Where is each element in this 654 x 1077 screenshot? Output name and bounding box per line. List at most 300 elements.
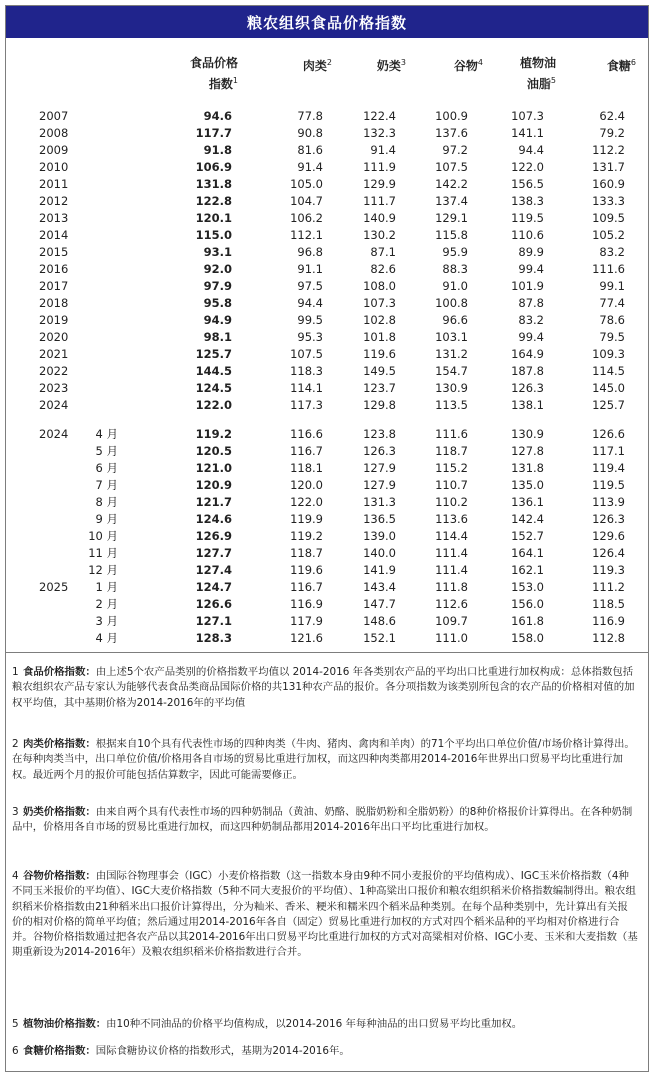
table-cell: 139.0 — [363, 529, 396, 543]
header-line: 油脂$^5$ — [526, 76, 556, 91]
table-cell: 112.2 — [592, 143, 625, 157]
table-cell: 98.1 — [203, 330, 232, 344]
table-cell: 143.4 — [363, 580, 396, 594]
table-cell: 156.5 — [511, 177, 544, 191]
table-title: 粮农组织食品价格指数 — [6, 6, 648, 38]
table-cell: 141.9 — [363, 563, 396, 577]
table-cell: 117.7 — [195, 126, 232, 140]
table-row — [6, 477, 648, 494]
table-cell: 109.7 — [435, 614, 468, 628]
table-cell: 129.9 — [363, 177, 396, 191]
header-footnote-mark: 4 — [477, 58, 483, 67]
table-cell: 121.6 — [290, 631, 323, 645]
footnote-2 — [12, 737, 638, 783]
table-row — [6, 460, 648, 477]
table-row — [6, 159, 648, 176]
table-cell: 110.6 — [511, 228, 544, 242]
table-cell: 131.7 — [592, 160, 625, 174]
table-cell: 118.7 — [290, 546, 323, 560]
table-cell: 88.3 — [442, 262, 468, 276]
table-cell: 96.6 — [442, 313, 468, 327]
footnote-number: 3 — [12, 806, 19, 818]
table-cell: 127.7 — [195, 546, 232, 560]
row-year: 2011 — [39, 177, 69, 191]
header-vegetable-oils — [520, 54, 556, 93]
table-cell: 135.0 — [511, 478, 544, 492]
row-year: 2013 — [39, 211, 69, 225]
table-cell: 62.4 — [599, 109, 625, 123]
row-month: 10 月 — [88, 529, 118, 543]
table-cell: 118.3 — [290, 364, 323, 378]
table-row — [6, 528, 648, 545]
table-row — [6, 511, 648, 528]
table-cell: 94.6 — [203, 109, 232, 123]
table-cell: 137.6 — [435, 126, 468, 140]
table-cell: 91.4 — [370, 143, 396, 157]
table-cell: 149.5 — [363, 364, 396, 378]
row-year: 2021 — [39, 347, 69, 361]
row-year: 2022 — [39, 364, 69, 378]
row-month: 6 月 — [95, 461, 118, 475]
table-row — [6, 545, 648, 562]
footnote-6 — [12, 1044, 638, 1059]
footnotes — [6, 652, 648, 1071]
table-cell: 154.7 — [435, 364, 468, 378]
header-footnote-mark: 6 — [630, 58, 636, 67]
table-cell: 83.2 — [599, 245, 625, 259]
table-cell: 111.4 — [435, 563, 468, 577]
table-cell: 83.2 — [518, 313, 544, 327]
table-cell: 125.7 — [592, 398, 625, 412]
footnote-label: 奶类价格指数： — [23, 806, 96, 818]
table-cell: 126.3 — [592, 512, 625, 526]
row-year: 2023 — [39, 381, 69, 395]
row-year: 2024 — [39, 398, 69, 412]
table-cell: 111.6 — [592, 262, 625, 276]
table-cell: 119.6 — [290, 563, 323, 577]
table-cell: 131.8 — [195, 177, 232, 191]
footnote-5 — [12, 1017, 638, 1032]
table-cell: 115.2 — [435, 461, 468, 475]
footnote-label: 食糖价格指数： — [23, 1045, 96, 1057]
table-cell: 118.1 — [290, 461, 323, 475]
table-row — [6, 397, 648, 414]
table-cell: 87.8 — [518, 296, 544, 310]
table-cell: 95.9 — [442, 245, 468, 259]
table-row — [6, 426, 648, 443]
table-row — [6, 363, 648, 380]
table-cell: 87.1 — [370, 245, 396, 259]
table-cell: 156.0 — [511, 597, 544, 611]
header-line: 食糖$^6$ — [606, 58, 636, 73]
table-cell: 141.1 — [511, 126, 544, 140]
table-cell: 121.0 — [195, 461, 232, 475]
row-year: 2025 — [39, 580, 69, 594]
row-year: 2018 — [39, 296, 69, 310]
table-cell: 116.7 — [290, 580, 323, 594]
table-cell: 90.8 — [297, 126, 323, 140]
footnote-label: 食品价格指数： — [23, 666, 96, 678]
table-cell: 78.6 — [599, 313, 625, 327]
table-cell: 123.8 — [363, 427, 396, 441]
table-cell: 127.9 — [363, 461, 396, 475]
table-cell: 127.4 — [195, 563, 232, 577]
footnote-text: 由上述5个农产品类别的价格指数平均值以 2014-2016 年各类别农产品的平均出口比重进行加权构成：总体指数包括粮农组织农产品专家认为能够代表食品类商品国际价格的共131种农产品的报价。各分项指数为该类别所包含的农产品的价格相对值的加权平均值，其中基期价格为2014-2016年的平均值 — [12, 666, 635, 709]
table-cell: 118.7 — [435, 444, 468, 458]
header-dairy — [377, 54, 406, 75]
table-cell: 101.9 — [511, 279, 544, 293]
table-cell: 187.8 — [511, 364, 544, 378]
table-cell: 82.6 — [370, 262, 396, 276]
table-cell: 99.4 — [518, 330, 544, 344]
footnote-number: 2 — [12, 738, 19, 750]
header-line: 肉类$^2$ — [302, 58, 332, 73]
table-cell: 128.3 — [195, 631, 232, 645]
footnote-number: 1 — [12, 666, 19, 678]
table-cell: 111.7 — [363, 194, 396, 208]
row-month: 11 月 — [88, 546, 118, 560]
table-cell: 97.9 — [203, 279, 232, 293]
table-cell: 129.6 — [592, 529, 625, 543]
table-cell: 105.0 — [290, 177, 323, 191]
footnote-3 — [12, 805, 638, 836]
table-cell: 77.8 — [297, 109, 323, 123]
header-footnote-mark: 5 — [550, 76, 556, 85]
table-cell: 138.1 — [511, 398, 544, 412]
table-cell: 119.4 — [592, 461, 625, 475]
table-cell: 111.6 — [435, 427, 468, 441]
table-cell: 145.0 — [592, 381, 625, 395]
table-cell: 117.3 — [290, 398, 323, 412]
table-cell: 100.9 — [435, 109, 468, 123]
table-cell: 140.0 — [363, 546, 396, 560]
table-cell: 119.3 — [592, 563, 625, 577]
header-footnote-mark: 1 — [232, 76, 238, 85]
footnote-number: 6 — [12, 1045, 19, 1057]
table-cell: 109.5 — [592, 211, 625, 225]
header-line: 奶类$^3$ — [376, 58, 406, 73]
table-cell: 129.1 — [435, 211, 468, 225]
table-cell: 112.6 — [435, 597, 468, 611]
table-cell: 122.0 — [195, 398, 232, 412]
table-cell: 116.7 — [290, 444, 323, 458]
table-row — [6, 210, 648, 227]
table-row — [6, 295, 648, 312]
table-cell: 126.9 — [195, 529, 232, 543]
table-cell: 132.3 — [363, 126, 396, 140]
table-cell: 99.1 — [599, 279, 625, 293]
table-cell: 119.2 — [195, 427, 232, 441]
table-cell: 124.6 — [195, 512, 232, 526]
header-sugar — [607, 54, 636, 75]
table-cell: 106.9 — [195, 160, 232, 174]
table-cell: 95.8 — [203, 296, 232, 310]
footnote-text: 由10种不同油品的价格平均值构成，以2014-2016 年每种油品的出口贸易平均比重加权。 — [106, 1018, 523, 1030]
table-cell: 122.0 — [511, 160, 544, 174]
header-food-price-index — [190, 54, 238, 93]
table-cell: 117.1 — [592, 444, 625, 458]
row-month: 5 月 — [95, 444, 118, 458]
table-cell: 120.0 — [290, 478, 323, 492]
table-row — [6, 630, 648, 647]
table-cell: 101.8 — [363, 330, 396, 344]
footnote-label: 谷物价格指数： — [23, 870, 96, 882]
table-row — [6, 346, 648, 363]
table-cell: 161.8 — [511, 614, 544, 628]
header-line: 食品价格 — [189, 56, 238, 70]
table-cell: 105.2 — [592, 228, 625, 242]
table-cell: 79.5 — [599, 330, 625, 344]
table-cell: 140.9 — [363, 211, 396, 225]
table-cell: 127.8 — [511, 444, 544, 458]
table-cell: 148.6 — [363, 614, 396, 628]
table-cell: 136.1 — [511, 495, 544, 509]
table-row — [6, 494, 648, 511]
row-month: 7 月 — [95, 478, 118, 492]
column-headers — [6, 38, 648, 108]
footnote-text: 由来自两个具有代表性市场的四种奶制品（黄油、奶酪、脱脂奶粉和全脂奶粉）的8种价格报价计算得出。在各种奶制品中，价格用各自市场的贸易比重进行加权，而这四种奶制品都用2014-2016年出口平均比重进行加权。 — [12, 806, 633, 834]
header-line: 谷物$^4$ — [453, 58, 483, 73]
table-row — [6, 278, 648, 295]
row-year: 2012 — [39, 194, 69, 208]
table-cell: 115.8 — [435, 228, 468, 242]
table-cell: 122.4 — [363, 109, 396, 123]
header-footnote-mark: 2 — [326, 58, 332, 67]
table-cell: 79.2 — [599, 126, 625, 140]
table-cell: 91.4 — [297, 160, 323, 174]
table-cell: 126.6 — [592, 427, 625, 441]
footnote-4 — [12, 869, 638, 961]
header-meat — [303, 54, 332, 75]
table-cell: 124.7 — [195, 580, 232, 594]
table-cell: 120.9 — [195, 478, 232, 492]
table-cell: 152.7 — [511, 529, 544, 543]
table-cell: 120.5 — [195, 444, 232, 458]
row-year: 2010 — [39, 160, 69, 174]
table-cell: 107.5 — [435, 160, 468, 174]
table-cell: 125.7 — [195, 347, 232, 361]
table-row — [6, 312, 648, 329]
row-month: 8 月 — [95, 495, 118, 509]
table-cell: 108.0 — [363, 279, 396, 293]
header-cereals — [454, 54, 483, 75]
table-row — [6, 329, 648, 346]
table-row — [6, 193, 648, 210]
table-cell: 102.8 — [363, 313, 396, 327]
table-cell: 113.9 — [592, 495, 625, 509]
monthly-rows — [6, 426, 648, 647]
table-cell: 104.7 — [290, 194, 323, 208]
table-cell: 100.8 — [435, 296, 468, 310]
table-cell: 115.0 — [195, 228, 232, 242]
fao-food-price-index-table — [5, 5, 649, 1072]
table-row — [6, 443, 648, 460]
table-cell: 99.5 — [297, 313, 323, 327]
table-cell: 89.9 — [518, 245, 544, 259]
footnote-label: 植物油价格指数： — [23, 1018, 107, 1030]
table-cell: 127.9 — [363, 478, 396, 492]
table-cell: 94.9 — [203, 313, 232, 327]
table-cell: 92.0 — [203, 262, 232, 276]
header-line: 植物油 — [519, 56, 556, 70]
table-cell: 109.3 — [592, 347, 625, 361]
table-cell: 119.5 — [592, 478, 625, 492]
table-cell: 158.0 — [511, 631, 544, 645]
row-month: 4 月 — [95, 631, 118, 645]
table-cell: 119.9 — [290, 512, 323, 526]
table-cell: 97.5 — [297, 279, 323, 293]
table-cell: 94.4 — [297, 296, 323, 310]
table-cell: 152.1 — [363, 631, 396, 645]
table-cell: 99.4 — [518, 262, 544, 276]
table-cell: 119.6 — [363, 347, 396, 361]
table-cell: 114.5 — [592, 364, 625, 378]
table-row — [6, 108, 648, 125]
row-month: 3 月 — [95, 614, 118, 628]
table-cell: 122.0 — [290, 495, 323, 509]
table-cell: 130.2 — [363, 228, 396, 242]
annual-rows — [6, 108, 648, 414]
table-cell: 142.4 — [511, 512, 544, 526]
table-cell: 130.9 — [511, 427, 544, 441]
table-cell: 131.2 — [435, 347, 468, 361]
table-cell: 136.5 — [363, 512, 396, 526]
table-cell: 110.7 — [435, 478, 468, 492]
footnote-number: 5 — [12, 1018, 19, 1030]
row-year: 2019 — [39, 313, 69, 327]
table-cell: 112.1 — [290, 228, 323, 242]
table-cell: 91.8 — [203, 143, 232, 157]
row-year: 2020 — [39, 330, 69, 344]
footnote-1 — [12, 665, 638, 711]
table-cell: 144.5 — [195, 364, 232, 378]
table-cell: 138.3 — [511, 194, 544, 208]
table-cell: 110.2 — [435, 495, 468, 509]
table-cell: 160.9 — [592, 177, 625, 191]
table-cell: 147.7 — [363, 597, 396, 611]
table-cell: 107.3 — [363, 296, 396, 310]
table-cell: 120.1 — [195, 211, 232, 225]
footnote-text: 国际食糖协议价格的指数形式，基期为2014-2016年。 — [95, 1045, 350, 1057]
table-row — [6, 579, 648, 596]
footnote-label: 肉类价格指数： — [23, 738, 96, 750]
table-cell: 119.2 — [290, 529, 323, 543]
table-cell: 126.4 — [592, 546, 625, 560]
table-cell: 106.2 — [290, 211, 323, 225]
row-year: 2008 — [39, 126, 69, 140]
footnote-number: 4 — [12, 870, 19, 882]
table-cell: 113.5 — [435, 398, 468, 412]
table-cell: 121.7 — [195, 495, 232, 509]
header-line: 指数$^1$ — [208, 76, 238, 91]
table-cell: 153.0 — [511, 580, 544, 594]
table-row — [6, 261, 648, 278]
table-cell: 112.8 — [592, 631, 625, 645]
table-row — [6, 176, 648, 193]
table-cell: 126.6 — [195, 597, 232, 611]
table-cell: 91.1 — [297, 262, 323, 276]
table-cell: 81.6 — [297, 143, 323, 157]
row-month: 2 月 — [95, 597, 118, 611]
table-cell: 123.7 — [363, 381, 396, 395]
row-year: 2017 — [39, 279, 69, 293]
table-cell: 96.8 — [297, 245, 323, 259]
table-cell: 133.3 — [592, 194, 625, 208]
table-cell: 126.3 — [511, 381, 544, 395]
row-year: 2016 — [39, 262, 69, 276]
table-cell: 131.3 — [363, 495, 396, 509]
table-cell: 126.3 — [363, 444, 396, 458]
table-row — [6, 142, 648, 159]
table-cell: 107.5 — [290, 347, 323, 361]
table-cell: 97.2 — [442, 143, 468, 157]
table-cell: 164.1 — [511, 546, 544, 560]
table-cell: 129.8 — [363, 398, 396, 412]
table-cell: 122.8 — [195, 194, 232, 208]
row-year: 2024 — [39, 427, 69, 441]
row-month: 12 月 — [88, 563, 118, 577]
table-row — [6, 613, 648, 630]
table-cell: 95.3 — [297, 330, 323, 344]
table-cell: 118.5 — [592, 597, 625, 611]
table-row — [6, 562, 648, 579]
row-year: 2015 — [39, 245, 69, 259]
table-row — [6, 244, 648, 261]
table-cell: 114.1 — [290, 381, 323, 395]
table-cell: 77.4 — [599, 296, 625, 310]
row-year: 2007 — [39, 109, 69, 123]
row-year: 2009 — [39, 143, 69, 157]
table-cell: 164.9 — [511, 347, 544, 361]
table-cell: 116.6 — [290, 427, 323, 441]
table-row — [6, 596, 648, 613]
table-cell: 116.9 — [592, 614, 625, 628]
table-cell: 119.5 — [511, 211, 544, 225]
table-cell: 113.6 — [435, 512, 468, 526]
footnote-text: 根据来自10个具有代表性市场的四种肉类（牛肉、猪肉、禽肉和羊肉）的71个平均出口单位价值/市场价格计算得出。在每种肉类当中，出口单位价值/价格用各自市场的贸易比重进行加权，而这四种肉类都用2014-2016年世界出口贸易平均比重进行加权。最近两个月的报价可能包括估算数字，因此可能需要修正。 — [12, 738, 635, 781]
table-cell: 131.8 — [511, 461, 544, 475]
table-cell: 114.4 — [435, 529, 468, 543]
table-row — [6, 380, 648, 397]
header-footnote-mark: 3 — [400, 58, 406, 67]
table-cell: 103.1 — [435, 330, 468, 344]
table-cell: 137.4 — [435, 194, 468, 208]
table-cell: 107.3 — [511, 109, 544, 123]
row-month: 9 月 — [95, 512, 118, 526]
table-cell: 111.0 — [435, 631, 468, 645]
table-cell: 94.4 — [518, 143, 544, 157]
table-cell: 124.5 — [195, 381, 232, 395]
table-cell: 93.1 — [203, 245, 232, 259]
table-cell: 91.0 — [442, 279, 468, 293]
table-cell: 111.9 — [363, 160, 396, 174]
table-cell: 111.8 — [435, 580, 468, 594]
table-cell: 130.9 — [435, 381, 468, 395]
table-row — [6, 227, 648, 244]
table-cell: 127.1 — [195, 614, 232, 628]
table-cell: 116.9 — [290, 597, 323, 611]
row-month: 1 月 — [95, 580, 118, 594]
row-month: 4 月 — [95, 427, 118, 441]
table-row — [6, 125, 648, 142]
table-cell: 111.4 — [435, 546, 468, 560]
footnote-text: 由国际谷物理事会（IGC）小麦价格指数（这一指数本身由9种不同小麦报价的平均值构成）、IGC玉米价格指数（4种不同玉米报价的平均值）、IGC大麦价格指数（5种不同大麦报价的平均值）、1种高粱出口报价和粮农组织稻米价格指数编制得出。粮农组织稻米价格指数由21种稻米出口报价计算得出，分为籼米、香米、粳米和糯米四个稻米品种类别。在每个品种类别中，先计算出有关报价的相对价格的简单平均值；然后通过用2014-2016年各自（固定）贸易比重进行加权的方式对四个稻米品种的平均相对价格进行合并。谷物价格指数通过把各农产品以其2014-2016年出口贸易平均比重进行加权的方式对高粱相对价格、IGC小麦、玉米和大麦指数（基期重新设为2014-2016年）及粮农组织稻米价格指数进行合并。 — [12, 870, 638, 959]
table-cell: 111.2 — [592, 580, 625, 594]
table-cell: 162.1 — [511, 563, 544, 577]
table-cell: 117.9 — [290, 614, 323, 628]
row-year: 2014 — [39, 228, 69, 242]
table-cell: 142.2 — [435, 177, 468, 191]
